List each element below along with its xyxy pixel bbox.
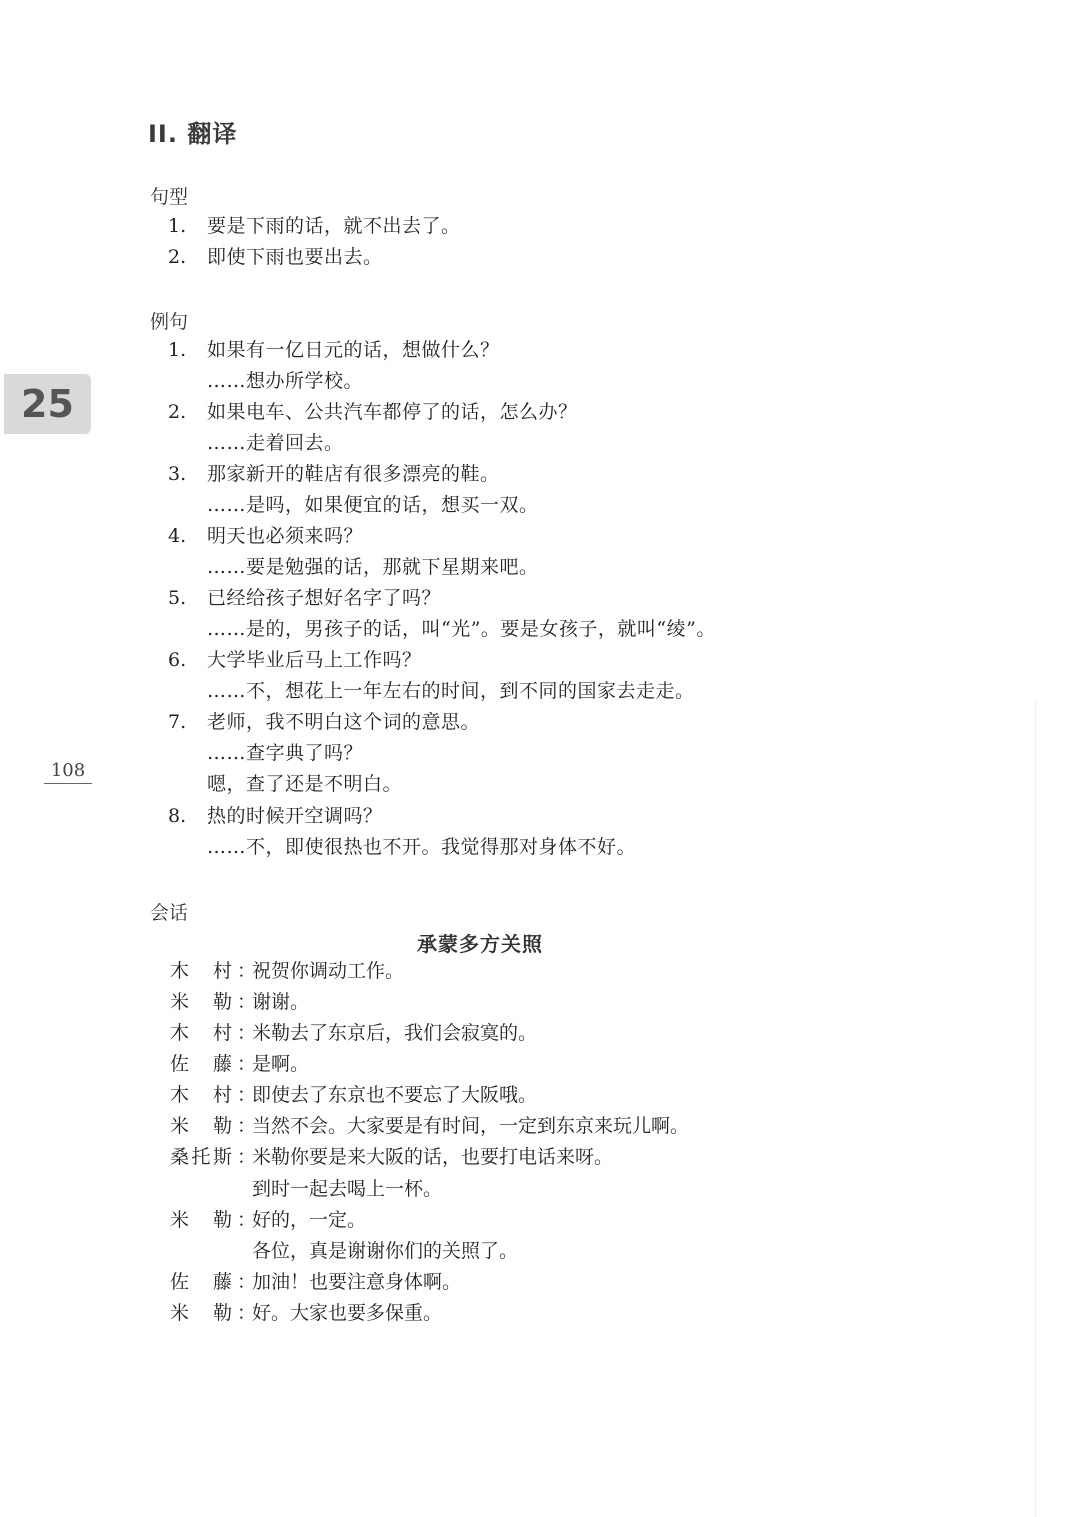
example-answer: ……要是勉强的话，那就下星期来吧。	[207, 556, 539, 578]
example-answer: ……想办所学校。	[207, 370, 364, 392]
conversation-title: 承蒙多方关照	[417, 932, 543, 956]
chapter-tab: 25	[4, 374, 91, 434]
speaker-name: 佐藤	[170, 1271, 232, 1293]
dialog-text: 到时一起去喝上一杯。	[252, 1178, 443, 1200]
example-question: 大学毕业后马上工作吗？	[207, 649, 422, 671]
speaker-colon: ：	[237, 1302, 257, 1324]
example-question: 那家新开的鞋店有很多漂亮的鞋。	[207, 463, 500, 485]
conversation-label: 会话	[150, 902, 189, 924]
example-answer: ……走着回去。	[207, 432, 344, 454]
item-number: 1.	[168, 215, 187, 237]
page-edge-divider	[1035, 700, 1036, 1517]
speaker-colon: ：	[237, 1053, 257, 1075]
item-number: 8.	[168, 805, 187, 827]
item-number: 6.	[168, 649, 187, 671]
example-answer: ……是吗，如果便宜的话，想买一双。	[207, 494, 539, 516]
speaker-name: 米勒	[170, 1115, 232, 1137]
dialog-text: 加油！也要注意身体啊。	[252, 1271, 462, 1293]
speaker-name: 木村	[170, 1084, 232, 1106]
example-question: 已经给孩子想好名字了吗？	[207, 587, 442, 609]
example-answer: ……不，即使很热也不开。我觉得那对身体不好。	[207, 836, 637, 858]
page-number: 108	[44, 760, 92, 784]
dialog-text: 谢谢。	[252, 991, 310, 1013]
example-answer-followup: 嗯，查了还是不明白。	[207, 773, 403, 795]
dialog-text: 好的，一定。	[252, 1209, 367, 1231]
example-question: 热的时候开空调吗？	[207, 805, 383, 827]
speaker-colon: ：	[237, 1271, 257, 1293]
item-number: 5.	[168, 587, 187, 609]
speaker-colon: ：	[237, 1209, 257, 1231]
dialog-text: 当然不会。大家要是有时间，一定到东京来玩儿啊。	[252, 1115, 690, 1137]
speaker-name: 木村	[170, 960, 232, 982]
section-heading: II. 翻译	[148, 120, 238, 148]
speaker-colon: ：	[237, 991, 257, 1013]
item-number: 3.	[168, 463, 187, 485]
example-question: 如果有一亿日元的话，想做什么？	[207, 339, 500, 361]
speaker-name: 米勒	[170, 1209, 232, 1231]
speaker-colon: ：	[237, 1084, 257, 1106]
dialog-text: 米勒你要是来大阪的话，也要打电话来呀。	[252, 1146, 614, 1168]
dialog-text: 祝贺你调动工作。	[252, 960, 405, 982]
example-question: 老师，我不明白这个词的意思。	[207, 711, 481, 733]
speaker-name: 佐藤	[170, 1053, 232, 1075]
dialog-text: 米勒去了东京后，我们会寂寞的。	[252, 1022, 538, 1044]
example-answer: ……查字典了吗？	[207, 742, 364, 764]
speaker-colon: ：	[237, 1115, 257, 1137]
example-answer: ……是的，男孩子的话，叫“光”。要是女孩子，就叫“绫”。	[207, 618, 716, 640]
item-number: 7.	[168, 711, 187, 733]
speaker-colon: ：	[237, 1022, 257, 1044]
example-question: 明天也必须来吗？	[207, 525, 364, 547]
example-answer: ……不，想花上一年左右的时间，到不同的国家去走走。	[207, 680, 695, 702]
item-number: 1.	[168, 339, 187, 361]
examples-label: 例句	[150, 311, 189, 333]
speaker-name: 木村	[170, 1022, 232, 1044]
item-text: 即使下雨也要出去。	[207, 246, 383, 268]
dialog-text: 是啊。	[252, 1053, 310, 1075]
item-number: 2.	[168, 401, 187, 423]
dialog-text: 各位，真是谢谢你们的关照了。	[252, 1240, 519, 1262]
item-number: 2.	[168, 246, 187, 268]
item-text: 要是下雨的话，就不出去了。	[207, 215, 461, 237]
speaker-name: 桑托斯	[170, 1146, 232, 1168]
dialog-text: 即使去了东京也不要忘了大阪哦。	[252, 1084, 538, 1106]
speaker-name: 米勒	[170, 991, 232, 1013]
speaker-colon: ：	[237, 1146, 257, 1168]
speaker-colon: ：	[237, 960, 257, 982]
speaker-name: 米勒	[170, 1302, 232, 1324]
dialog-text: 好。大家也要多保重。	[252, 1302, 443, 1324]
example-question: 如果电车、公共汽车都停了的话，怎么办？	[207, 401, 578, 423]
sentence-patterns-label: 句型	[150, 186, 189, 208]
item-number: 4.	[168, 525, 187, 547]
